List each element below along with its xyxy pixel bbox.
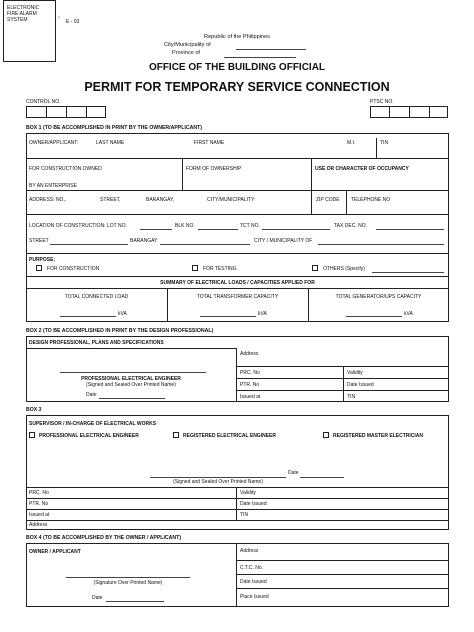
box2-pee-label: PROFESSIONAL ELECTRICAL ENGINEER [81,376,181,382]
box3-pee-checkbox[interactable] [29,432,35,438]
box4-date-label: Date [92,595,103,601]
box4-place-issued-label: Place Issued [240,594,269,600]
city2-label: CITY / MUNICIPALITY OF [254,238,313,244]
for-construction-label: FOR CONSTRUCTION [47,266,100,272]
tax-dec-label: TAX DEC. NO. [334,223,367,229]
purpose-label: PURPOSE: [29,257,56,263]
arrow-icon: › [58,15,60,21]
construction-owned-label: FOR CONSTRUCTION OWNED [29,166,102,172]
street-label: STREET, [100,197,121,203]
box3-address-label: Address [29,522,48,528]
box2-issued-at-label: Issued at [240,394,261,400]
city-blank [236,49,306,50]
corner-tag-line-3: SYSTEM [7,17,28,23]
kva-1: kVA [118,311,127,317]
total-generator-label: TOTAL GENERATOR/UPS CAPACITY [335,294,422,300]
box4-address-label: Address [240,548,259,554]
box2-date-issued-label: Date Issued [347,382,374,388]
kva-2: kVA [258,311,267,317]
box2-signed-label: (Signed and Sealed Over Printed Name) [86,382,176,388]
box3-tin-label: TIN [240,512,249,518]
form-code: E - 03 [66,19,80,25]
box4-date-issued-label: Date Issued [240,579,267,585]
box3-pee-label: PROFESSIONAL ELECTRICAL ENGINEER [39,433,139,439]
box3-rme-label: REGISTERED MASTER ELECTRICIAN [333,433,424,439]
corner-tag-line-1: ELECTRONIC [7,5,40,11]
last-name-label: LAST NAME [96,140,125,146]
province-blank [224,57,296,58]
owner-label: OWNER/APPLICANT: [29,140,79,146]
tin-label: TIN [380,140,389,146]
box3-rme-checkbox[interactable] [323,432,329,438]
zip-code-label: ZIP CODE [316,197,340,203]
city-label: City/Municipality of [164,42,211,48]
province-label: Province of [172,50,200,56]
barangay-label: BARANGAY, [146,197,175,203]
by-enterprise-label: BY AN ENTERPRISE [29,183,77,189]
mi-label: M.I. [347,140,356,146]
box2-validity-label: Validity [347,370,363,376]
for-construction-checkbox[interactable] [36,265,42,271]
kva-3: kVA [404,311,413,317]
box3-issued-at-label: Issued at [29,512,50,518]
location-label: LOCATION OF CONSTRUCTION: LOT NO. [29,223,127,229]
box3-prc-label: PRC. No [29,490,49,496]
box2-address-label: Address [240,351,259,357]
total-transformer-label: TOTAL TRANSFORMER CAPACITY [196,294,279,300]
street2-label: STREET [29,238,49,244]
republic-line: Republic of the Philippines [204,34,270,40]
box3-validity-label: Validity [240,490,256,496]
form-of-ownership-label: FORM OF OWNERSHIP [186,166,242,172]
box3-ptr-label: PTR. No [29,501,49,507]
design-header: DESIGN PROFESSIONAL, PLANS AND SPECIFICATIONS [29,340,164,346]
city-municipality-label: CITY/MUNICIPALITY [207,197,255,203]
box3-ree-label: REGISTERED ELECTRICAL ENGINEER [183,433,276,439]
blk-no-label: BLK NO. [175,223,195,229]
box2-date-label: Date [86,392,97,398]
total-connected-label: TOTAL CONNECTED LOAD [64,294,129,300]
box3-signed-label: (Signed and Sealed Over Printed Name) [173,479,263,485]
box4-ctc-label: C.T.C. No. [240,565,264,571]
for-testing-label: FOR TESTING [203,266,237,272]
tct-no-label: TCT NO. [240,223,260,229]
box3-ree-checkbox[interactable] [173,432,179,438]
others-label: OTHERS (Specify) [323,266,365,272]
office-title: OFFICE OF THE BUILDING OFFICIAL [148,62,326,73]
box2-prc-label: PRC. No [240,370,260,376]
supervisor-label: SUPERVISOR / IN-CHARGE OF ELECTRICAL WORKS [29,421,157,427]
corner-tag-line-2: FIRE ALARM [7,11,37,17]
box3-date-label: Date [288,470,299,476]
use-character-label: USE OR CHARACTER OF OCCUPANCY [315,166,409,172]
summary-label: SUMMARY OF ELECTRICAL LOADS / CAPACITIES APPLIED FOR [160,280,315,286]
address-no-label: ADDRESS: NO., [29,197,67,203]
box4-owner-label: OWNER / APPLICANT [29,549,81,555]
box2-ptr-label: PTR. No [240,382,260,388]
box4-heading: BOX 4 (TO BE ACCOMPLISHED BY THE OWNER / APPLICANT) [26,535,182,541]
first-name-label: FIRST NAME [194,140,225,146]
box4-signature-label: (Signature Over Printed Name) [93,580,163,586]
box4-frame [26,543,449,607]
permit-title: PERMIT FOR TEMPORARY SERVICE CONNECTION [84,80,390,94]
box2-tin-label: TIN [347,394,356,400]
for-testing-checkbox[interactable] [192,265,198,271]
box3-heading: BOX 3 [26,407,42,413]
box3-date-issued-label: Date Issued [240,501,267,507]
others-checkbox[interactable] [312,265,318,271]
telephone-label: TELEPHONE NO [351,197,391,203]
barangay2-label: BARANGAY [130,238,158,244]
box1-heading: BOX 1 (TO BE ACCOMPLISHED IN PRINT BY THE OWNER/APPLICANT) [26,125,202,131]
box2-heading: BOX 2 (TO BE ACCOMPLISHED IN PRINT BY THE DESIGN PROFESSIONAL) [26,328,214,334]
ptsc-no-label: PTSC NO. [370,99,394,105]
control-no-label: CONTROL NO. [26,99,61,105]
